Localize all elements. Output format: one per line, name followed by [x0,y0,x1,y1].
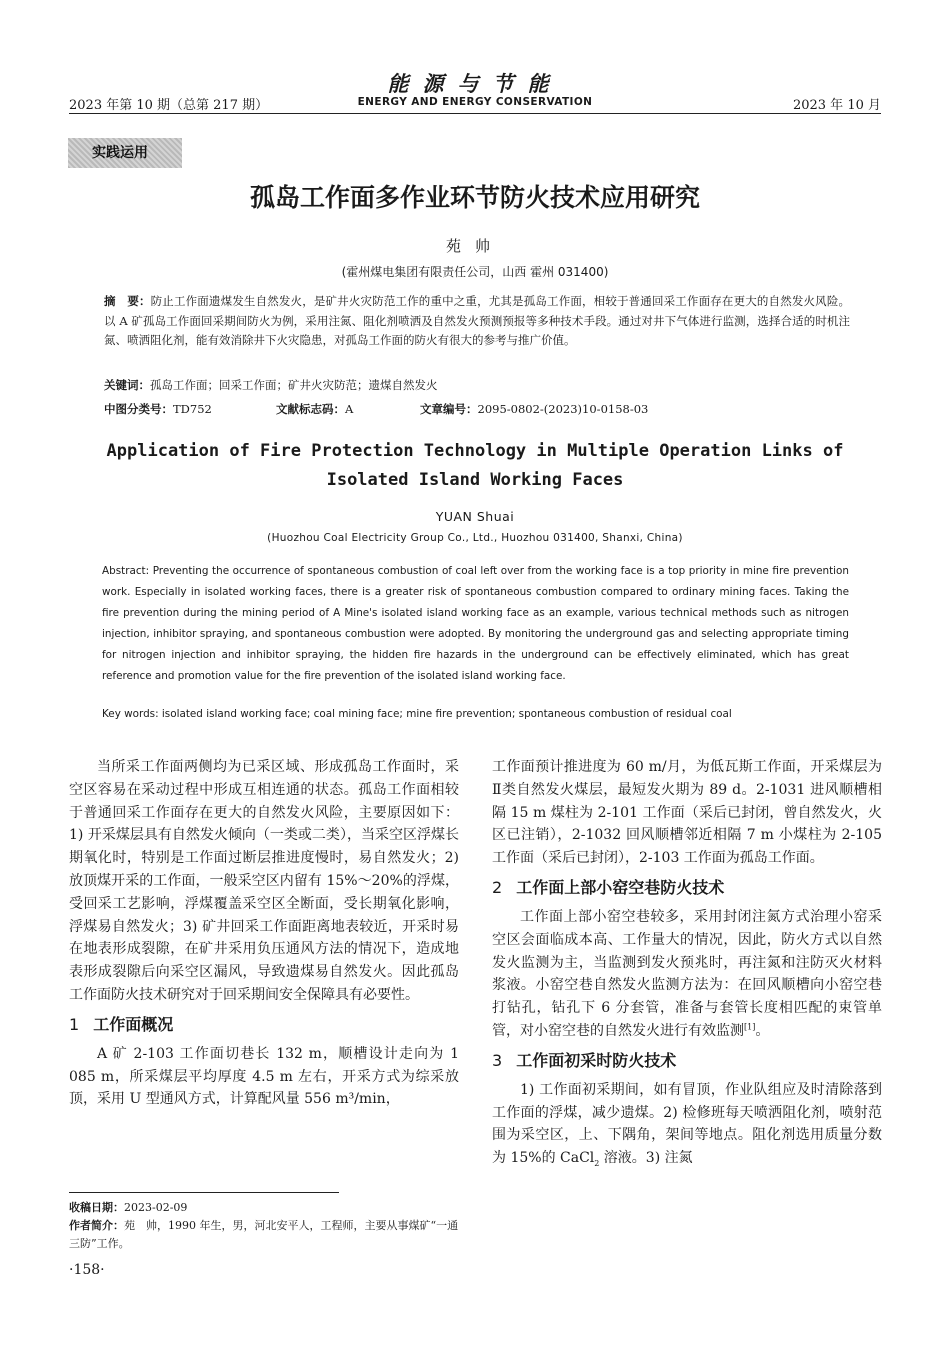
author-en: YUAN Shuai [435,509,515,524]
classification-row [104,401,850,417]
keywords-en-label: Key words: [102,708,159,720]
citation-ref: [1] [744,1022,756,1032]
journal-name-en: ENERGY AND ENERGY CONSERVATION [357,96,593,108]
keywords-en [102,708,849,720]
section-3-paragraph: 1) 工作面初采期间，如有冒顶，作业队组应及时清除落到工作面的浮煤，减少遗煤。2) 检修班每天喷洒阻化剂，喷射范围为采空区，上、下隅角，架间等地点。阻化剂选用质量分数为 15%的 CaCl$_2$ 溶液。3) 注氮 [492,1081,882,1168]
keywords-cn-label: 关键词： [104,378,150,392]
body-column-right [492,756,882,1170]
abstract-cn-label: 摘 要： [104,294,151,308]
journal-logo-cn: 能源与节能 [387,71,563,96]
abstract-en-text: Preventing the occurrence of spontaneous combustion of coal left over from the working face is a top priority in mine fire prevention work. Especially in isolated working faces, there is a greater risk of spontaneous combustion compared to ordinary mining faces. Taking the fire prevention during the mining period of A Mine's isolated island working face as an example, various technical methods such as nitrogen injection, inhibitor spraying, and spontaneous combustion were adopted. By monitoring the underground gas and selecting appropriate timing for nitrogen injection and inhibitor spraying, the hidden fire hazards in the underground can be effectively eliminated, which has great reference and promotion value for the fire prevention of the isolated island working face. [102,565,850,682]
footnote [69,1199,461,1253]
keywords-en-text: isolated island working face; coal mining face; mine fire prevention; spontaneous combustion of residual coal [161,708,732,720]
intro-paragraph: 当所采工作面两侧均为已采区域、形成孤岛工作面时，采空区容易在采动过程中形成互相连通的状态。孤岛工作面相较于普通回采工作面存在更大的自然发火风险，主要原因如下：1) 开采煤层具有自然发火倾向（一类或二类），当采空区浮煤长期氧化时，特别是工作面过断层推进度慢时，易自然发火；2) 放顶煤开采的工作面，一般采空区内留有 15%～20%的浮煤，受回采工艺影响，浮煤覆盖采空区全断面，受长期氧化影响，浮煤易自然发火；3) 矿井回采工作面距离地表较近，开采时易在地表形成裂隙，在矿井采用负压通风方法的情况下，造成地表形成裂隙后向采空区漏风，导致遗煤易自然发火。因此孤岛工作面防火技术研究对于回采期间安全保障具有必要性。 [69,759,459,1003]
keywords-cn [104,377,850,393]
article-number: 文章编号：2095-0802-(2023)10-0158-03 [420,402,649,416]
received-date: 收稿日期：2023-02-09 [69,1201,188,1214]
section-1-heading: 1 工作面概况 [69,1014,174,1034]
affiliation-en: (Huozhou Coal Electricity Group Co., Ltd., Huozhou 031400, Shanxi, China) [267,532,683,544]
header-rule [69,113,881,114]
section-1-paragraph-cont: 工作面预计推进度为 60 m/月，为低瓦斯工作面，开采煤层为Ⅱ类自然发火煤层，最短发火期为 89 d。2-1031 进风顺槽相隔 15 m 煤柱为 2-101 工作面（采后已封闭，曾自然发火，火区已注销），2-1032 回风顺槽邻近相隔 7 m 小煤柱为 2-105 工作面（采后已封闭），2-103 工作面为孤岛工作面。 [492,759,882,867]
section-1-paragraph: A 矿 2-103 工作面切巷长 132 m，顺槽设计走向为 1 085 m，所采煤层平均厚度 4.5 m 左右，开采方式为综采放顶，采用 U 型通风方式，计算配风量 556 m³/min， [69,1045,459,1108]
abstract-en-label: Abstract: [102,565,150,577]
title-en: Application of Fire Protection Technology in Multiple Operation Links of Isolated Island Working Faces [106,441,844,490]
affiliation-cn: (霍州煤电集团有限责任公司，山西 霍州 031400) [341,265,609,279]
title-cn: 孤岛工作面多作业环节防火技术应用研究 [249,183,700,212]
section-2-paragraph: 工作面上部小窑空巷较多，采用封闭注氮方式治理小窑采空区会面临成本高、工作量大的情况，因此，防火方式以自然发火监测为主，当监测到发火预兆时，再注氮和注防灭火材料浆液。小窑空巷自然发火监测方法为：在回风顺槽向小窑空巷打钻孔，钻孔下 6 分套管，准备与套管长度相匹配的束管单管，对小窑空巷的自然发火进行有效监测[1]。 [492,908,882,1039]
abstract-cn-text: 防止工作面遗煤发生自然发火，是矿井火灾防范工作的重中之重，尤其是孤岛工作面，相较于普通回采工作面存在更大的自然发火风险。以 A 矿孤岛工作面回采期间防火为例，采用注氮、阻化剂喷洒及自然发火预测预报等多种技术手段。通过对井下气体进行监测，选择合适的时机注氮、喷洒阻化剂，能有效消除井下火灾隐患，对孤岛工作面的防火有很大的参考与推广价值。 [104,294,850,348]
document-code: 文献标志码：A [276,402,354,416]
author-cn: 苑帅 [445,237,504,255]
section-2-heading: 2 工作面上部小窑空巷防火技术 [492,877,725,897]
abstract-en [102,561,849,687]
abstract-cn [104,292,850,351]
section-3-heading: 3 工作面初采时防火技术 [492,1050,677,1070]
author-bio: 作者简介：苑 帅，1990 年生，男，河北安平人，工程师，主要从事煤矿“一通三防”工作。 [69,1219,459,1250]
body-column-left [69,756,459,1111]
issue-date: 2023 年 10 月 [792,98,881,113]
keywords-cn-text: 孤岛工作面；回采工作面；矿井火灾防范；遗煤自然发火 [150,378,438,392]
issue-info: 2023 年第 10 期（总第 217 期） [69,98,269,113]
page-number: ·158· [69,1262,105,1278]
footnote-rule [69,1192,339,1193]
section-tag: 实践运用 [68,138,182,168]
clc-code: 中图分类号：TD752 [104,402,212,416]
